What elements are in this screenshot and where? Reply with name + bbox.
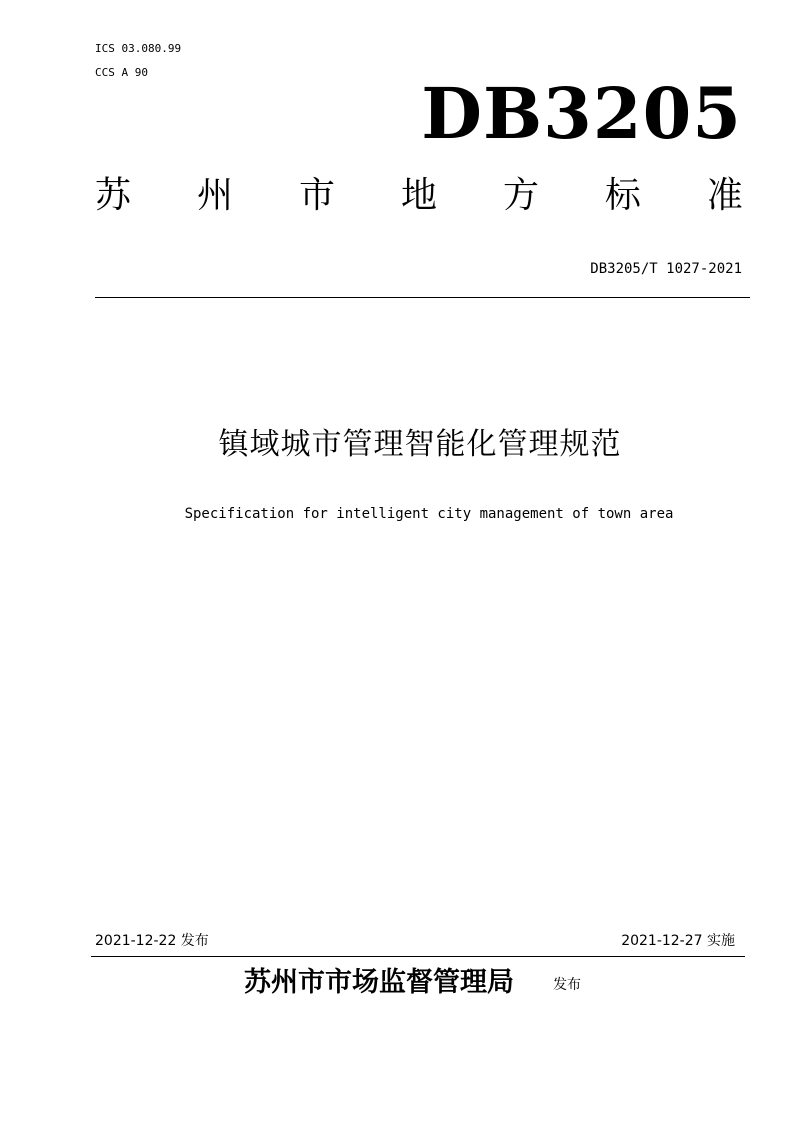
standard-type-char: 州	[196, 175, 233, 216]
standard-number: DB3205/T 1027-2021	[590, 261, 742, 277]
issuing-authority: 苏州市市场监督管理局	[244, 967, 514, 998]
document-title-cn: 镇域城市管理智能化管理规范	[218, 427, 622, 462]
header-divider	[95, 297, 750, 298]
standard-type-char: 方	[502, 175, 539, 216]
standard-type-char: 地	[400, 175, 437, 216]
issuing-label: 发布	[553, 977, 581, 993]
ccs-code: CCS A 90	[95, 66, 148, 79]
standard-type-char: 苏	[95, 175, 132, 216]
ics-code: ICS 03.080.99	[95, 42, 182, 55]
standard-type-char: 市	[298, 175, 335, 216]
standard-type-char: 标	[604, 175, 641, 216]
standard-type-heading	[95, 174, 743, 218]
standard-type-char: 准	[706, 175, 743, 216]
document-title-en: Specification for intelligent city management of town area	[184, 506, 674, 522]
footer-divider	[91, 956, 745, 957]
implement-date: 2021-12-27 实施	[621, 933, 735, 949]
publish-date: 2021-12-22 发布	[95, 933, 209, 949]
standard-code-heading: DB3205	[421, 72, 742, 155]
